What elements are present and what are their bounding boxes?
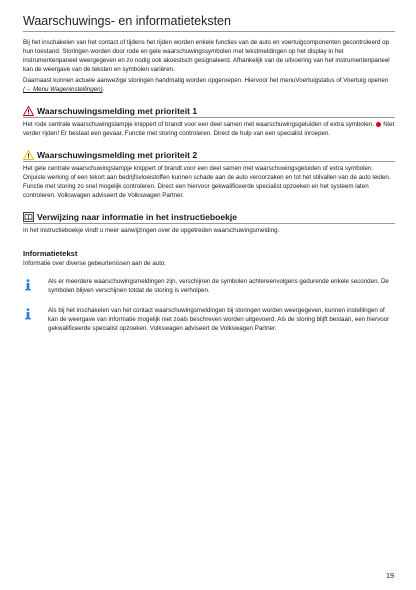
- intro-text: Daarnaast kunnen actuele aanwezige storingen handmatig worden opgeroepen. Hiervoor het menuVoertuigstatus of Voertuig openen: [23, 77, 389, 84]
- info-icon: [23, 277, 40, 296]
- info-item-text: Als bij het inschakelen van het contact waarschuwingsmeldingen bij storingen worden weergegeven, kunnen instellingen of kan de weergave van informatie mogelijk niet zoals beschreven worden uitgevoerd. Als de storing blijft bestaan, een hiervoor gekwalificeerde specialist opzoeken. Volkswagen adviseert de Volkswagen Partner.: [48, 307, 390, 332]
- page-title: Waarschuwings- en informatieteksten: [23, 14, 395, 32]
- page-content: [23, 14, 395, 335]
- priority2-text: Het gele centrale waarschuwingslampje knippert of brandt voor een deel samen met waarschuwingsgeluiden of extra symbolen. Onjuiste werking of een tekort aan bedrijfsvloeistoffen kunnen schade aan de auto veroorzaken en tot het stilvallen van de auto leiden. Functie met storing zo snel mogelijk controleren. Direct een hiervoor gekwalificeerde specialist opzoeken en het systeem laten controleren. Volkswagen adviseert de Volkswagen Partner.: [23, 165, 391, 199]
- priority2-heading: Waarschuwingsmelding met prioriteit 2: [37, 150, 198, 160]
- manual-ref-text: In het instructieboekje vindt u meer aanwijzingen over de opgetreden waarschuwingsmelding.: [23, 227, 280, 234]
- priority2-section: [23, 150, 395, 200]
- manual-ref-section: [23, 212, 395, 235]
- priority2-header: [23, 150, 395, 162]
- manual-ref-header: [23, 212, 395, 224]
- info-item: [23, 306, 395, 335]
- warning-triangle-yellow-icon: [23, 150, 34, 160]
- priority1-header: [23, 106, 395, 118]
- info-item-text: Als er meerdere waarschuwingsmeldingen zijn, verschijnen de symbolen achtereenvolgens gedurende enkele seconden. De symbolen blijven verschijnen totdat de storing is verholpen.: [48, 278, 389, 294]
- page-number: 19: [386, 571, 394, 580]
- info-title: Informatietekst: [23, 249, 78, 258]
- intro-section: [23, 38, 395, 94]
- stop-icon: [376, 122, 381, 127]
- priority1-section: [23, 106, 395, 138]
- priority1-text-before: Het rode centrale waarschuwingslampje knippert of brandt voor een deel samen met waarschuwingsgeluiden of extra symbolen.: [23, 121, 374, 128]
- info-section: [23, 249, 395, 335]
- info-subtitle: Informatie over diverse gebeurtenissen aan de auto.: [23, 260, 167, 267]
- intro-end: .: [102, 86, 105, 93]
- manual-ref-heading: Verwijzing naar informatie in het instructieboekje: [37, 212, 238, 222]
- priority1-text: [23, 120, 395, 138]
- intro-paragraph-2: [23, 76, 395, 94]
- info-icon: [23, 306, 40, 325]
- warning-triangle-red-icon: [23, 106, 34, 116]
- intro-paragraph: Bij het inschakelen van het contact of tijdens het rijden worden enkele functies van de auto en voertuigcomponenten gecontroleerd op hun toestand. Storingen worden door rode en gele waarschuwingssymbolen met tekstmeldingen op het display in het instrumentenpaneel weergegeven en zo nodig ook akoestisch gesignaleerd. Afhankelijk van de uitvoering van het instrumentenpaneel kan de weergave van de teksten en symbolen variëren.: [23, 39, 390, 73]
- priority1-text-after: Niet verder rijden! Er bestaat een gevaar. Functie met storing controleren. Direct de hulp van een specialist inroepen.: [23, 121, 395, 137]
- book-icon: [23, 212, 34, 222]
- info-item: [23, 277, 395, 297]
- priority1-heading: Waarschuwingsmelding met prioriteit 1: [37, 106, 198, 116]
- menu-settings-link[interactable]: (→ Menu Wageninstellingen): [23, 86, 103, 93]
